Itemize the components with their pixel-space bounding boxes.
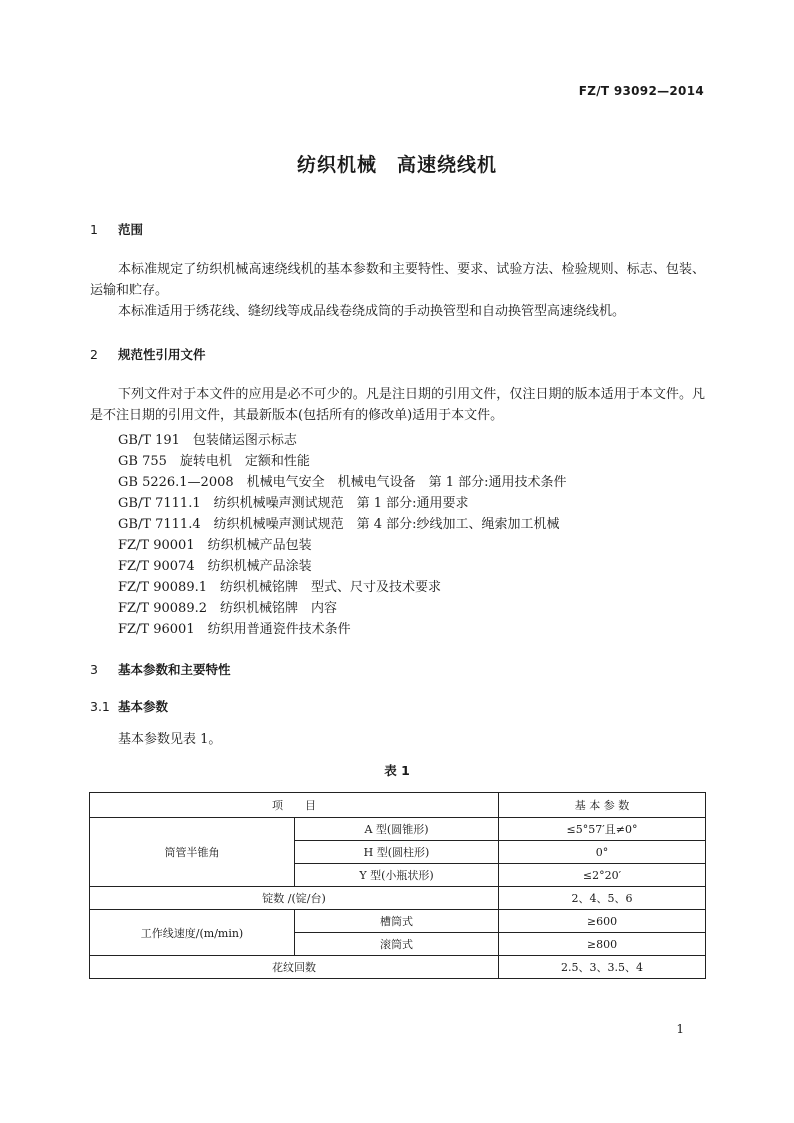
- basic-parameters-table: [89, 792, 706, 979]
- reference-item: GB/T 7111.1 纺织机械噪声测试规范 第 1 部分:通用要求: [118, 496, 469, 511]
- reference-item: GB 755 旋转电机 定额和性能: [118, 454, 310, 469]
- y-type-label: Y 型(小瓶状形): [295, 864, 499, 887]
- y-type-value: ≤2°20′: [499, 864, 706, 887]
- section-title: 范围: [118, 222, 144, 237]
- section-number: 1: [90, 222, 98, 237]
- section-number: 2: [90, 347, 98, 362]
- speed-label: 工作线速度/(m/min): [90, 910, 295, 956]
- reference-item: GB/T 191 包装储运图示标志: [118, 433, 297, 448]
- section-title: 规范性引用文件: [118, 347, 206, 362]
- groove-value: ≥600: [499, 910, 706, 933]
- section-number: 3: [90, 662, 98, 677]
- table-row: [90, 910, 706, 933]
- header-param: 基 本 参 数: [499, 793, 706, 818]
- section-2-heading: [90, 345, 206, 363]
- reference-item: FZ/T 90089.1 纺织机械铭牌 型式、尺寸及技术要求: [118, 580, 441, 595]
- spindle-value: 2、4、5、6: [499, 887, 706, 910]
- section-title: 基本参数: [118, 699, 169, 714]
- table-header-row: [90, 793, 706, 818]
- scope-paragraph-2: 本标准适用于绣花线、缝纫线等成品线卷绕成筒的手动换管型和自动换管型高速绕线机。: [118, 304, 626, 319]
- a-type-label: A 型(圆锥形): [295, 818, 499, 841]
- reference-item: FZ/T 90074 纺织机械产品涂装: [118, 559, 312, 574]
- table-row: [90, 818, 706, 841]
- basic-params-text: 基本参数见表 1。: [118, 732, 222, 747]
- section-title: 基本参数和主要特性: [118, 662, 231, 677]
- roller-value: ≥800: [499, 933, 706, 956]
- references-intro: 下列文件对于本文件的应用是必不可少的。凡是注日期的引用文件，仅注日期的版本适用于本文件。凡是不注日期的引用文件，其最新版本(包括所有的修改单)适用于本文件。: [90, 387, 705, 423]
- pattern-label: 花纹回数: [90, 956, 499, 979]
- reference-item: FZ/T 90089.2 纺织机械铭牌 内容: [118, 601, 337, 616]
- section-3-heading: [90, 660, 231, 678]
- page-number: 1: [676, 1022, 684, 1036]
- table-caption: 表 1: [384, 763, 410, 778]
- roller-label: 滚筒式: [295, 933, 499, 956]
- document-title: 纺织机械 高速绕线机: [296, 154, 497, 176]
- groove-label: 槽筒式: [295, 910, 499, 933]
- section-1-heading: [90, 220, 143, 238]
- scope-paragraph-1: 本标准规定了纺织机械高速绕线机的基本参数和主要特性、要求、试验方法、检验规则、标志、包装、运输和贮存。: [90, 262, 705, 298]
- spindle-label: 锭数 /(锭/台): [90, 887, 499, 910]
- a-type-value: ≤5°57′且≠0°: [499, 818, 706, 841]
- reference-item: GB/T 7111.4 纺织机械噪声测试规范 第 4 部分:纱线加工、绳索加工机械: [118, 517, 560, 532]
- section-3-1-heading: [90, 697, 168, 715]
- standard-code: FZ/T 93092—2014: [578, 84, 704, 98]
- reference-item: FZ/T 96001 纺织用普通瓷件技术条件: [118, 622, 351, 637]
- reference-item: GB 5226.1—2008 机械电气安全 机械电气设备 第 1 部分:通用技术条件: [118, 475, 567, 490]
- table-row: [90, 956, 706, 979]
- h-type-label: H 型(圆柱形): [295, 841, 499, 864]
- reference-item: FZ/T 90001 纺织机械产品包装: [118, 538, 312, 553]
- pattern-value: 2.5、3、3.5、4: [499, 956, 706, 979]
- table-row: [90, 887, 706, 910]
- half-angle-label: 筒管半锥角: [90, 818, 295, 887]
- h-type-value: 0°: [499, 841, 706, 864]
- section-number: 3.1: [90, 699, 110, 714]
- header-item: 项 目: [90, 793, 499, 818]
